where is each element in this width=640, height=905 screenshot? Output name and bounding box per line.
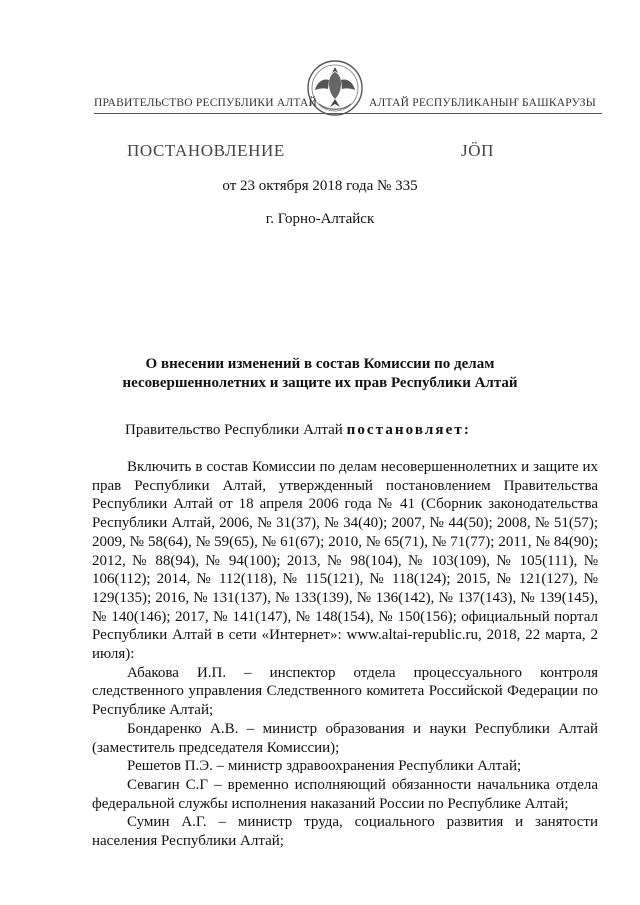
- coat-of-arms-emblem: [305, 58, 365, 120]
- member-reshetov: Решетов П.Э. – министр здравоохранения Республики Алтай;: [127, 758, 522, 775]
- member-sumin: Сумин А.Г. – министр труда, социального развития и занятости населения Республики Алтай;: [92, 814, 598, 850]
- paragraph-main: Включить в состав Комиссии по делам несовершеннолетних и защите их прав Республики Алтай, утвержденный постановлением Правительства Республики Алтай от 18 апреля 2006 года № 41 (Сборник законодательства Республики Алтай, 2006, № 31(37), № 34(40); 2007, № 44(50); 2008, № 51(57); 2009, № 58(64), № 59(65), № 61(67); 2010, № 65(71), № 71(77); 2011, № 84(90); 2012, № 88(94), № 94(100); 2013, № 98(104), № 103(109), № 105(111), № 106(112); 2014, № 112(118), № 115(121), № 118(124); 2015, № 121(127), № 129(135); 2016, № 131(137), № 133(139), № 136(142), № 137(143), № 139(145), № 140(146); 2017, № 141(147), № 148(154), № 150(156); официальный портал Республики Алтай в сети «Интернет»: www.altai-republic.ru, 2018, 22 марта, 2 июля):: [92, 459, 598, 663]
- decree-line: [125, 422, 471, 439]
- org-name-russian: ПРАВИТЕЛЬСТВО РЕСПУБЛИКИ АЛТАЙ: [94, 97, 318, 109]
- document-body: [92, 458, 598, 851]
- decree-lead: Правительство Республики Алтай: [125, 422, 343, 438]
- document-title: [0, 355, 640, 393]
- doc-type-altai: JÖП: [461, 141, 494, 160]
- decree-verb: постановляет:: [346, 422, 471, 438]
- org-name-altai: АЛТАЙ РЕСПУБЛИКАНЫҤ БАШКАРУЗЫ: [369, 97, 596, 109]
- document-date-number: от 23 октября 2018 года № 335: [222, 178, 418, 194]
- doc-type-russian: ПОСТАНОВЛЕНИЕ: [127, 141, 285, 160]
- title-line-1: О внесении изменений в состав Комиссии по делам: [145, 356, 495, 372]
- member-sevagin: Севагин С.Г – временно исполняющий обязанности начальника отдела федеральной службы исполнения наказаний России по Республике Алтай;: [92, 776, 598, 812]
- header-divider: [94, 113, 602, 114]
- title-line-2: несовершеннолетних и защите их прав Республики Алтай: [122, 375, 518, 391]
- member-bondarenko: Бондаренко А.В. – министр образования и науки Республики Алтай (заместитель председателя Комиссии);: [92, 720, 598, 756]
- document-city: г. Горно-Алтайск: [265, 211, 375, 227]
- member-abakova: Абакова И.П. – инспектор отдела процессуального контроля следственного управления Следственного комитета Российской Федерации по Республике Алтай;: [92, 664, 598, 719]
